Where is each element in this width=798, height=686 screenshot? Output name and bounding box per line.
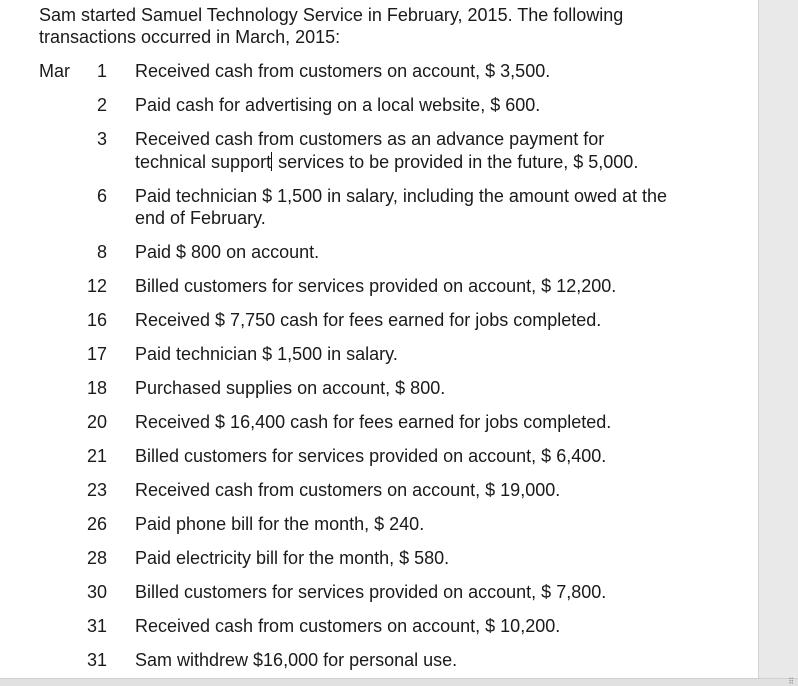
transaction-day: 17 [86, 344, 107, 364]
vertical-scrollbar[interactable] [758, 0, 798, 678]
transaction-row [0, 649, 758, 672]
transaction-day: 18 [86, 378, 107, 398]
transaction-day: 31 [86, 650, 107, 670]
transaction-text: Paid $ 800 on account. [135, 242, 320, 262]
transaction-row [0, 241, 758, 264]
transaction-text: Billed customers for services provided on account, $ 6,400. [135, 446, 607, 466]
transaction-day: 20 [86, 412, 107, 432]
transaction-row [0, 411, 758, 434]
transaction-text: Billed customers for services provided on account, $ 7,800. [135, 582, 607, 602]
transaction-row [0, 479, 758, 502]
transaction-day: 1 [96, 61, 107, 81]
transaction-text: Received $ 16,400 cash for fees earned for jobs completed. [135, 412, 612, 432]
transaction-text: Received cash from customers on account, $ 3,500. [135, 61, 551, 81]
transaction-day: 31 [86, 616, 107, 636]
month-label: Mar [39, 61, 70, 81]
transaction-text: Paid electricity bill for the month, $ 580. [135, 548, 450, 568]
transaction-text: Received cash from customers on account, $ 19,000. [135, 480, 561, 500]
transaction-day: 16 [86, 310, 107, 330]
transaction-day: 23 [86, 480, 107, 500]
transaction-text: Purchased supplies on account, $ 800. [135, 378, 446, 398]
transaction-day: 2 [96, 95, 107, 115]
transaction-text-after-caret: services to be provided in the future, $ 5,000. [273, 151, 639, 172]
transaction-row [0, 275, 758, 298]
transaction-day: 26 [86, 514, 107, 534]
transaction-row [0, 445, 758, 468]
transaction-row [0, 128, 758, 173]
transaction-text [135, 128, 675, 173]
transaction-row [0, 547, 758, 570]
transaction-day: 21 [86, 446, 107, 466]
transaction-text-before-caret: Received cash from customers as an advance payment for technical support [135, 129, 605, 172]
transaction-day: 8 [96, 242, 107, 262]
transaction-day: 30 [86, 582, 107, 602]
resize-grip-icon[interactable]: ⠿ [788, 677, 794, 686]
transaction-text: Sam withdrew $16,000 for personal use. [135, 650, 458, 670]
horizontal-scrollbar[interactable] [0, 678, 798, 686]
transaction-text: Received $ 7,750 cash for fees earned for jobs completed. [135, 310, 602, 330]
transaction-text: Paid technician $ 1,500 in salary. [135, 344, 398, 364]
transaction-text: Billed customers for services provided on account, $ 12,200. [135, 276, 617, 296]
intro-paragraph: Sam started Samuel Technology Service in February, 2015. The following transactions occurred in March, 2015: [39, 5, 624, 47]
transaction-row [0, 343, 758, 366]
transaction-row [0, 513, 758, 536]
transaction-text: Paid phone bill for the month, $ 240. [135, 514, 425, 534]
transaction-row [0, 377, 758, 400]
transaction-day: 6 [96, 185, 107, 206]
transaction-day: 3 [96, 129, 107, 149]
transaction-row [0, 60, 758, 83]
text-cursor [271, 152, 272, 171]
transaction-row [0, 94, 758, 117]
transaction-text: Received cash from customers on account, $ 10,200. [135, 616, 561, 636]
transaction-text: Paid technician $ 1,500 in salary, including the amount owed at the end of February. [135, 185, 668, 228]
transaction-row [0, 581, 758, 604]
transaction-row [0, 185, 758, 230]
transaction-row [0, 615, 758, 638]
transaction-row [0, 309, 758, 332]
transaction-day: 12 [86, 276, 107, 296]
transaction-day: 28 [86, 548, 107, 568]
transaction-text: Paid cash for advertising on a local website, $ 600. [135, 95, 541, 115]
transaction-list [0, 60, 758, 683]
